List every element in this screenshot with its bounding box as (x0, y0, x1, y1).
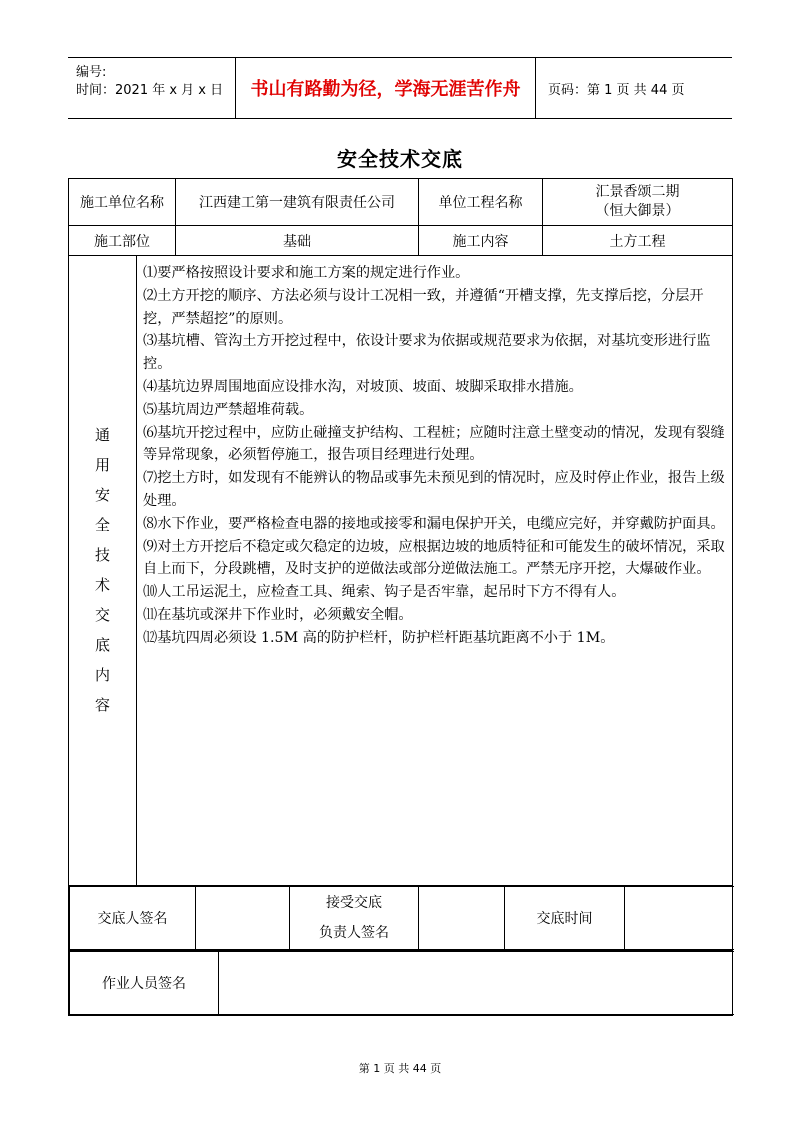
header-meta (68, 58, 236, 118)
content-label: 施工内容 (419, 226, 543, 256)
time-label: 交底时间 (505, 887, 625, 950)
date-label: 时间：2021 年 x 月 x 日 (76, 83, 224, 98)
safety-item: ⑵土方开挖的顺序、方法必须与设计工况相一致，并遵循“开槽支撑，先支撑后挖，分层开挖，严禁超挖”的原则。 (143, 287, 704, 327)
discloser-label: 交底人签名 (70, 887, 196, 950)
section-label-char: 通 (94, 426, 110, 444)
safety-item: ⑸基坑周边严禁超堆荷载。 (143, 401, 314, 418)
unit-label: 施工单位名称 (69, 179, 176, 226)
discloser-signature-field[interactable] (196, 887, 290, 950)
time-field[interactable] (625, 887, 734, 950)
receiver-label (290, 887, 419, 950)
safety-item: ⑻水下作业，要严格检查电器的接地或接零和漏电保护开关，电缆应完好，并穿戴防护面具。 (143, 515, 725, 532)
part-value: 基础 (176, 226, 419, 256)
workers-label: 作业人员签名 (70, 952, 219, 1015)
receiver-signature-field[interactable] (419, 887, 505, 950)
safety-item: ⑼对土方开挖后不稳定或欠稳定的边坡，应根据边坡的地质特征和可能发生的破坏情况，采取自上而下，分段跳槽，及时支护的逆做法或部分逆做法施工。严禁无序开挖，大爆破作业。 (143, 538, 725, 578)
section-label-char: 容 (94, 696, 110, 714)
safety-item: ⑺挖土方时，如发现有不能辨认的物品或事先未预见到的情况时，应及时停止作业，报告上级处理。 (143, 470, 725, 509)
section-label-char: 交 (94, 606, 110, 624)
code-label: 编号: (76, 65, 107, 80)
safety-item: ⑾在基坑或深井下作业时，必须戴安全帽。 (143, 606, 413, 623)
disclosure-table (68, 178, 733, 1016)
document-title: 安全技术交底 (337, 147, 463, 171)
part-label: 施工部位 (69, 226, 176, 256)
project-value (543, 179, 733, 226)
safety-item: ⑿基坑四周必须设 1.5M 高的防护栏杆，防护栏杆距基坑距离不小于 1M。 (143, 629, 615, 646)
signature-row (69, 886, 734, 950)
content-value: 土方工程 (543, 226, 733, 256)
section-label-char: 内 (94, 666, 110, 684)
workers-row (69, 951, 734, 1015)
section-label-char: 安 (94, 486, 110, 504)
project-label: 单位工程名称 (419, 179, 543, 226)
safety-item: ⑷基坑边界周围地面应设排水沟，对坡顶、坡面、坡脚采取排水措施。 (143, 378, 583, 395)
workers-signature-field[interactable] (219, 952, 734, 1015)
section-label-char: 底 (94, 636, 110, 654)
section-label-char: 术 (94, 576, 110, 594)
project-value-line2: （恒大御景） (595, 203, 680, 219)
motto: 书山有路勤为径，学海无涯苦作舟 (236, 58, 536, 118)
safety-item: ⑶基坑槽、管沟土方开挖过程中，依设计要求为依据或规范要求为依据，对基坑变形进行监控。 (143, 333, 711, 373)
page-indicator: 页码：第 1 页 共 44 页 (548, 82, 685, 98)
page-header (68, 57, 732, 119)
project-value-line1: 汇景香颂二期 (595, 184, 680, 200)
page-footer: 第 1 页 共 44 页 (358, 1062, 442, 1075)
section-label-char: 用 (94, 456, 110, 474)
safety-item: ⑽人工吊运泥土，应检查工具、绳索、钩子是否牢靠，起吊时下方不得有人。 (143, 584, 626, 601)
safety-items (137, 256, 733, 886)
safety-item: ⑹基坑开挖过程中，应防止碰撞支护结构、工程桩；应随时注意土壁变动的情况，发现有裂缝等异常现象，必须暂停施工，报告项目经理进行处理。 (143, 424, 725, 464)
section-label-char: 全 (94, 516, 110, 534)
unit-value: 江西建工第一建筑有限责任公司 (176, 179, 419, 226)
receiver-label-line1: 接受交底 (326, 895, 382, 911)
receiver-label-line2: 负责人签名 (319, 925, 389, 941)
safety-item: ⑴要严格按照设计要求和施工方案的规定进行作业。 (143, 265, 470, 281)
section-label-char: 技 (94, 546, 110, 564)
section-label (69, 256, 137, 886)
